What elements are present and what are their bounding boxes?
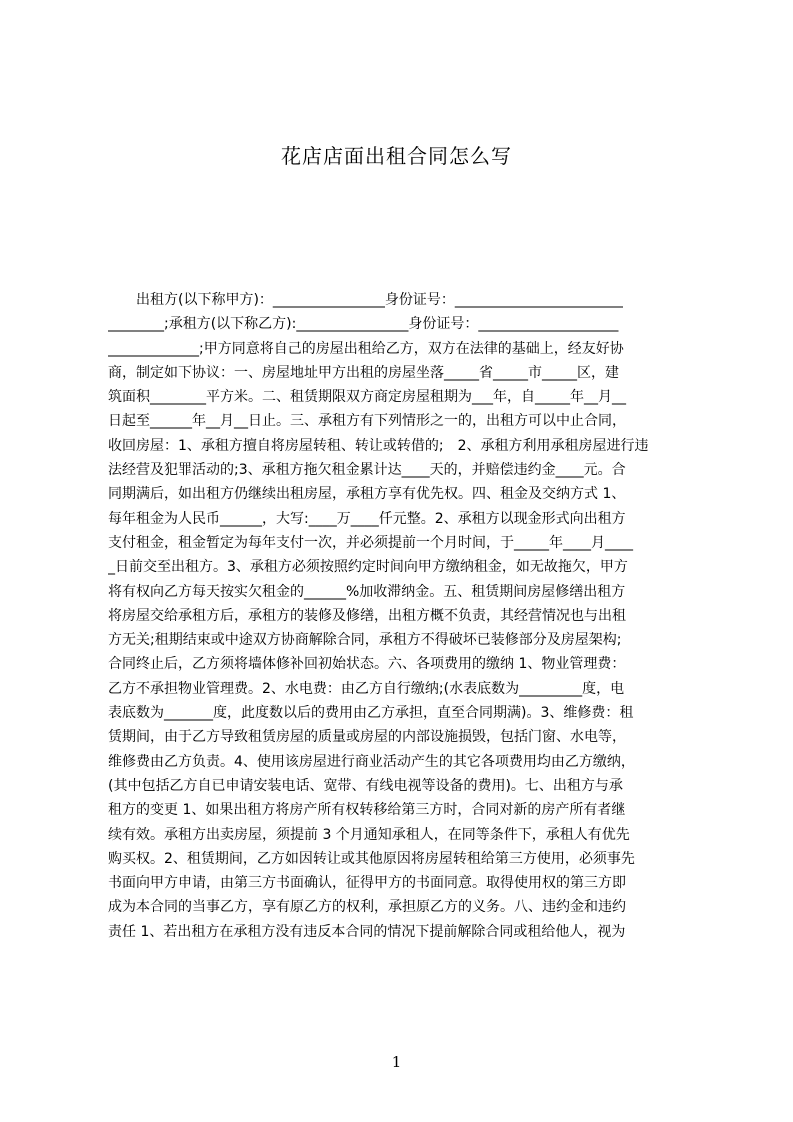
page-number: 1 xyxy=(391,1053,402,1071)
document-title: 花店店面出租合同怎么写 xyxy=(281,144,512,168)
text-line: ________;承租方(以下称乙方):________________身份证号：____________________ xyxy=(108,316,619,333)
text-line: 维修费由乙方负责。4、使用该房屋进行商业活动产生的其它各项费用均由乙方缴纳， xyxy=(108,753,635,770)
text-line: _____________;甲方同意将自己的房屋出租给乙方，双方在法律的基础上，经友好协 xyxy=(108,340,624,357)
text-line: 方无关;租期结束或中途双方协商解除合同，承租方不得破坏已装修部分及房屋架构; xyxy=(108,632,622,649)
text-line: 日起至______年__月__日止。三、承租方有下列情形之一的，出租方可以中止合同， xyxy=(108,413,626,430)
text-line: 赁期间，由于乙方导致租赁房屋的质量或房屋的内部设施损毁，包括门窗、水电等， xyxy=(108,729,626,746)
text-line: (其中包括乙方自已申请安装电话、宽带、有线电视等设备的费用)。七、出租方与承 xyxy=(108,777,623,794)
text-line: 成为本合同的当事乙方，享有原乙方的权利，承担原乙方的义务。八、违约金和违约 xyxy=(108,899,626,916)
text-line: 出租方(以下称甲方)：________________身份证号：________________________ xyxy=(108,292,623,308)
text-line: 将房屋交给承租方后，承租方的装修及修缮，出租方概不负责，其经营情况也与出租 xyxy=(108,607,626,624)
text-line: 法经营及犯罪活动的;3、承租方拖欠租金累计达____天的，并赔偿违约金____元。合 xyxy=(108,462,626,479)
text-line: 将有权向乙方每天按实欠租金的______%加收滞纳金。五、租赁期间房屋修缮出租方 xyxy=(108,583,626,600)
text-line: 续有效。承租方出卖房屋，须提前 3 个月通知承租人，在同等条件下，承租人有优先 xyxy=(108,826,630,843)
text-line: 收回房屋：1、承租方擅自将房屋转租、转让或转借的; 2、承租方利用承租房屋进行违 xyxy=(108,437,649,454)
text-line: 筑面积________平方米。二、租赁期限双方商定房屋租期为___年，自_____年__月__ xyxy=(108,389,626,406)
contract-body xyxy=(108,288,700,1008)
text-line: 租方的变更 1、如果出租方将房产所有权转移给第三方时，合同对新的房产所有者继 xyxy=(108,802,626,819)
text-line: 表底数为_______度，此度数以后的费用由乙方承担，直至合同期满)。3、维修费：租 xyxy=(108,705,634,722)
text-line: 合同终止后，乙方须将墙体修补回初始状态。六、各项费用的缴纳 1、物业管理费： xyxy=(108,656,626,673)
text-line: 同期满后，如出租方仍继续出租房屋，承租方享有优先权。四、租金及交纳方式 1、 xyxy=(108,486,626,503)
text-line: 支付租金，租金暂定为每年支付一次，并必须提前一个月时间，于_____年____月____ xyxy=(108,534,633,551)
text-line: 商，制定如下协议：一、房屋地址甲方出租的房屋坐落_____省_____市_____区，建 xyxy=(108,364,619,381)
text-line: 责任 1、若出租方在承租方没有违反本合同的情况下提前解除合同或租给他人，视为 xyxy=(108,923,626,940)
text-line: _日前交至出租方。3、承租方必须按照约定时间向甲方缴纳租金，如无故拖欠，甲方 xyxy=(108,559,628,576)
text-line: 购买权。2、租赁期间，乙方如因转让或其他原因将房屋转租给第三方使用，必须事先 xyxy=(108,850,635,867)
text-line: 乙方不承担物业管理费。2、水电费：由乙方自行缴纳;(水表底数为_________度，电 xyxy=(108,680,625,697)
text-line: 每年租金为人民币______，大写:____万____仟元整。2、承租方以现金形式向出租方 xyxy=(108,510,626,527)
text-line: 书面向甲方申请，由第三方书面确认，征得甲方的书面同意。取得使用权的第三方即 xyxy=(108,875,626,892)
